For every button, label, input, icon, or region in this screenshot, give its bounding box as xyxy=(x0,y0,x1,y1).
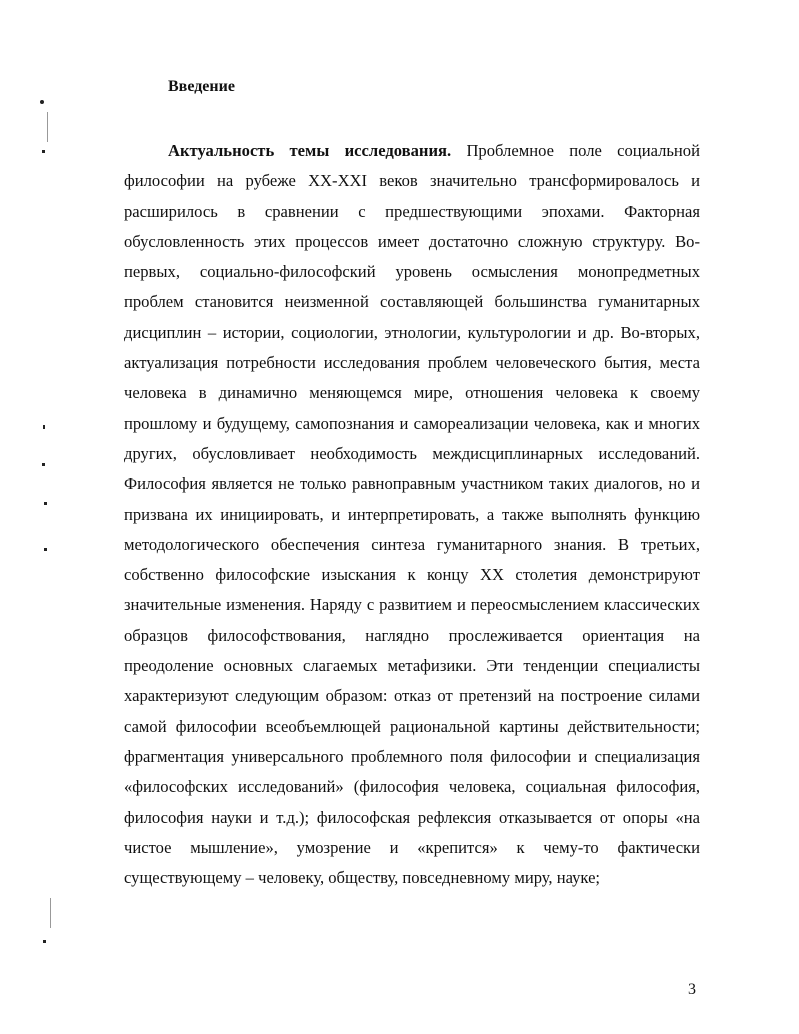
scan-artifact xyxy=(47,112,48,142)
page-number: 3 xyxy=(688,981,696,998)
scan-artifact xyxy=(50,898,51,928)
scan-artifact xyxy=(44,548,47,551)
paragraph-lead: Актуальность темы исследования. xyxy=(168,141,452,160)
paragraph-text: Проблемное поле социальной философии на рубеже XX-XXI веков значительно трансформировалось и расширилось в сравнении с предшествующими эпохами. Факторная обусловленность этих процессов имеет достаточно сложную структуру. Во-первых, социально-философский уровень осмысления монопредметных проблем становится неизменной составляющей большинства гуманитарных дисциплин – истории, социологии, этнологии, культурологии и др. Во-вторых, актуализация потребности исследования проблем человеческого бытия, места человека в динамично меняющемся мире, отношения человека к своему прошлому и будущему, самопознания и самореализации человека, как и многих других, обусловливает необходимость междисциплинарных исследований. Философия является не только равноправным участником таких диалогов, но и призвана их инициировать, и интерпретировать, а также выполнять функцию методологического обеспечения синтеза гуманитарного знания. В третьих, собственно философские изыскания к концу XX столетия демонстрируют значительные изменения. Наряду с развитием и переосмыслением классических образцов философствования, наглядно прослеживается ориентация на преодоление основных слагаемых метафизики. Эти тенденции специалисты характеризуют следующим образом: отказ от претензий на построение силами самой философии всеобъемлющей рациональной картины действительности; фрагментация универсального проблемного поля философии и специализация «философских исследований» (философия человека, социальная философия, философия науки и т.д.); философская рефлексия отказывается от опоры «на чистое мышление», умозрение и «крепится» к чему-то фактически существующему – человеку, обществу, повседневному миру, науке; xyxy=(124,141,700,888)
body-paragraph xyxy=(124,136,700,893)
scan-artifact xyxy=(43,940,46,943)
scan-artifact xyxy=(43,425,45,429)
scan-artifact xyxy=(44,502,47,505)
scan-artifact xyxy=(42,150,45,153)
scan-artifact xyxy=(40,100,44,104)
section-heading: Введение xyxy=(168,78,235,95)
scan-artifact xyxy=(42,463,45,466)
